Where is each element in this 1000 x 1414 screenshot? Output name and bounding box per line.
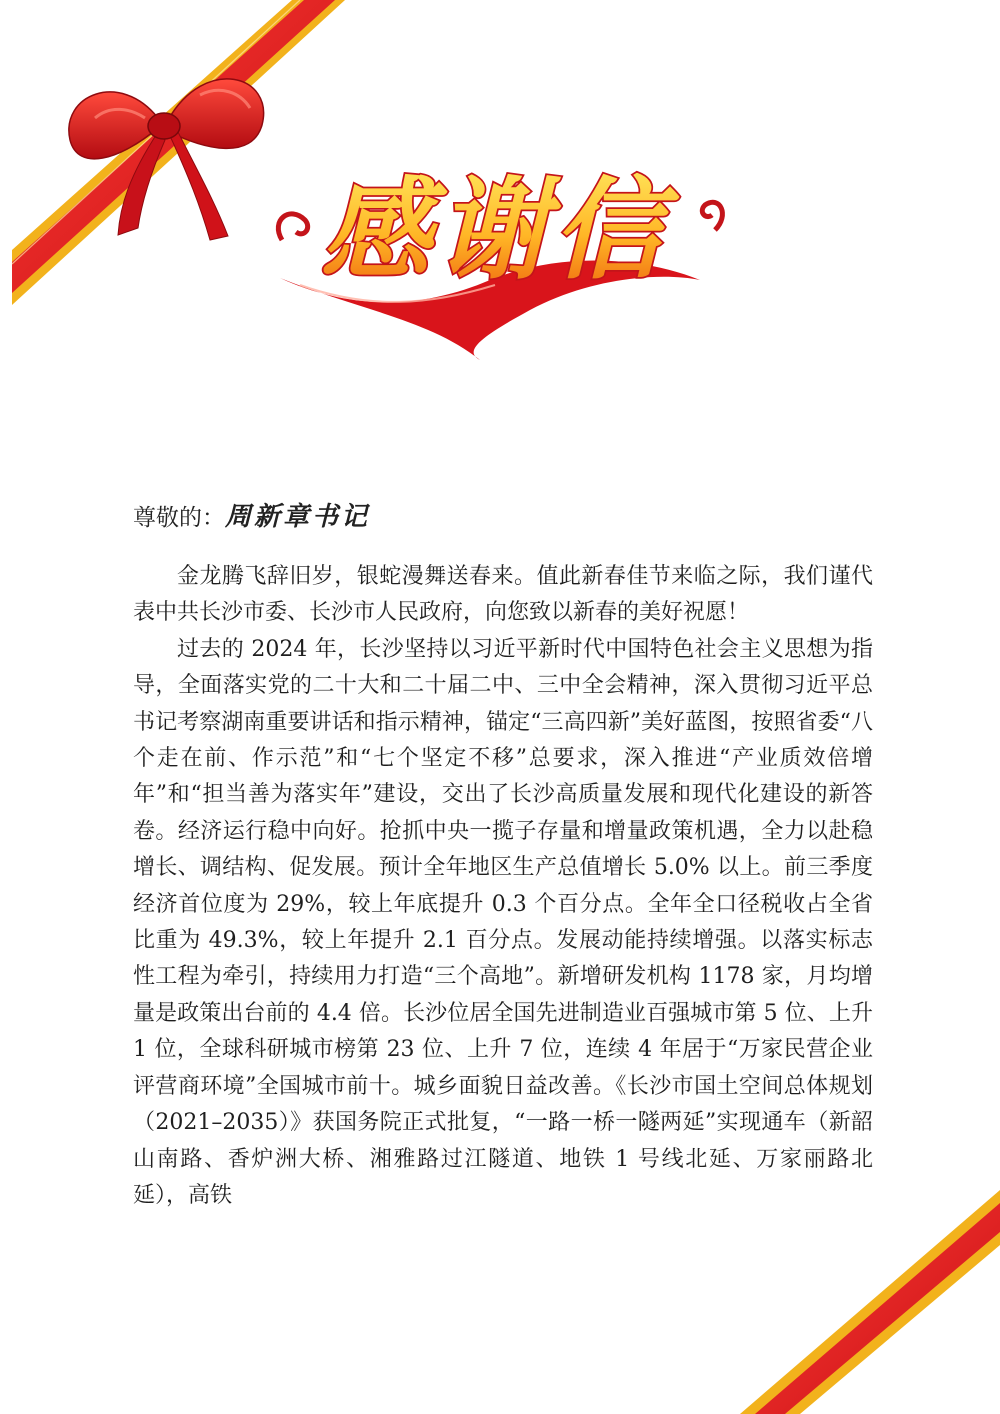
recipient-name: 周新章书记 [225,502,371,532]
paragraph-greeting: 金龙腾飞辞旧岁，银蛇漫舞送春来。值此新春佳节来临之际，我们谨代表中共长沙市委、长沙市人民政府，向您致以新春的美好祝愿！ [133,564,873,626]
salutation-prefix: 尊敬的： [133,505,225,531]
bottom-right-ribbon [740,1190,1000,1414]
page-title: 感谢信 [321,165,669,294]
letter-body [133,559,873,1214]
paragraph-review: 过去的 2024 年，长沙坚持以习近平新时代中国特色社会主义思想为指导，全面落实党的二十大和二十届二中、三中全会精神，深入贯彻习近平总书记考察湖南重要讲话和指示精神，锚定“三高四新”美好蓝图，按照省委“八个走在前、作示范”和“七个坚定不移”总要求，深入推进“产业质效倍增年”和“担当善为落实年”建设，交出了长沙高质量发展和现代化建设的新答卷。经济运行稳中向好。抢抓中央一揽子存量和增量政策机遇，全力以赴稳增长、调结构、促发展。预计全年地区生产总值增长 5.0% 以上。前三季度经济首位度为 29%，较上年底提升 0.3 个百分点。全年全口径税收占全省比重为 49.3%，较上年提升 2.1 百分点。发展动能持续增强。以落实标志性工程为牵引，持续用力打造“三个高地”。新增研发机构 1178 家，月均增量是政策出台前的 4.4 倍。长沙位居全国先进制造业百强城市第 5 位、上升 1 位，全球科研城市榜第 23 位、上升 7 位，连续 4 年居于“万家民营企业评营商环境”全国城市前十。城乡面貌日益改善。《长沙市国土空间总体规划（2021–2035）》获国务院正式批复，“一路一桥一隧两延”实现通车（新韶山南路、香炉洲大桥、湘雅路过江隧道、地铁 1 号线北延、万家丽路北延），高铁 [133,636,873,1208]
salutation [133,496,370,533]
title-banner [260,160,740,360]
